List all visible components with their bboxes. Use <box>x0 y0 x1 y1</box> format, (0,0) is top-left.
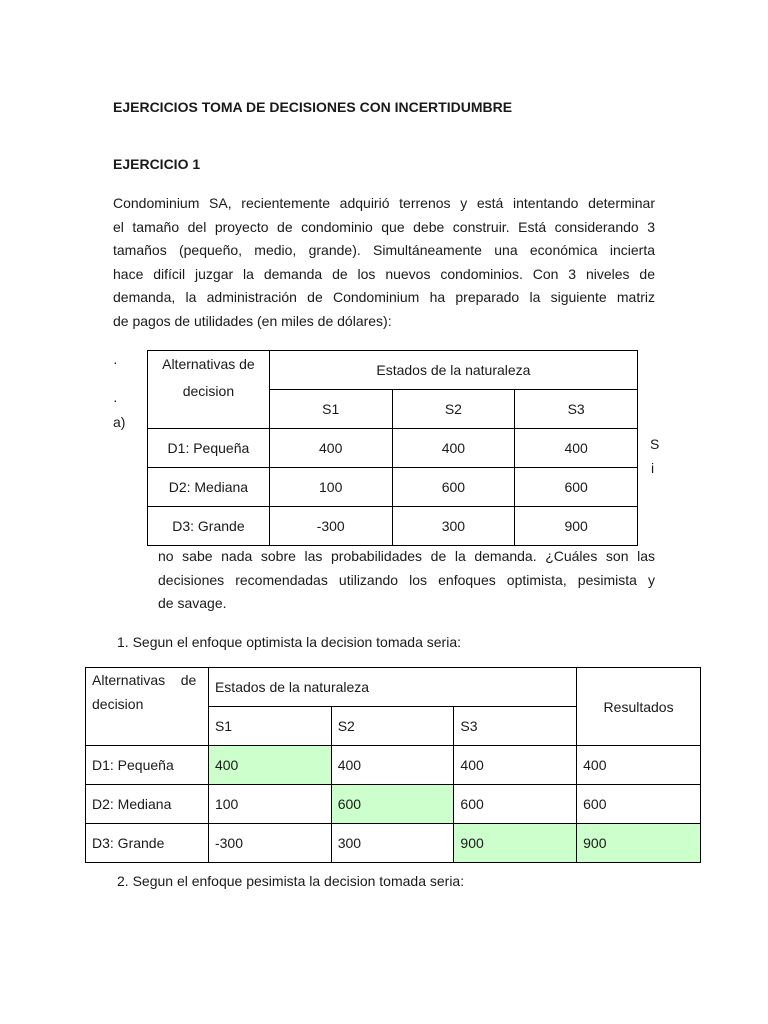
state-header: S1 <box>208 707 331 746</box>
table-row <box>148 507 638 546</box>
exercise-heading: EJERCICIO 1 <box>113 156 201 172</box>
table-row <box>148 429 638 468</box>
intro-line: el tamaño del proyecto de condominio que debe construir. Está considerando 3 <box>113 218 655 235</box>
state-header: S2 <box>331 707 454 746</box>
row-label: D2: Mediana <box>86 785 209 824</box>
table-row <box>148 468 638 507</box>
cell: -300 <box>269 507 392 546</box>
header-alternatives <box>86 668 209 746</box>
cell: 100 <box>269 468 392 507</box>
header-alternatives-line: Alternativas de <box>92 672 197 688</box>
row-label: D3: Grande <box>148 507 270 546</box>
wrapped-letter-s: S <box>650 436 660 452</box>
header-alternatives-line: decision <box>182 383 235 399</box>
cell: -300 <box>208 824 331 863</box>
cell-highlighted: 400 <box>208 746 331 785</box>
table-row <box>86 824 701 863</box>
question-paragraph <box>158 545 655 616</box>
wrapped-letter-i: i <box>651 460 655 476</box>
document-title: EJERCICIOS TOMA DE DECISIONES CON INCERTIDUMBRE <box>113 99 513 115</box>
payoff-matrix <box>147 350 638 546</box>
intro-line: Condominium SA, recientemente adquirió terrenos y está intentando determinar <box>113 195 655 211</box>
cell: 400 <box>269 429 392 468</box>
question-line: decisiones recomendadas utilizando los enfoques optimista, pesimista y <box>158 571 655 588</box>
result-cell-highlighted: 900 <box>577 824 701 863</box>
result-cell: 600 <box>577 785 701 824</box>
cell: 300 <box>331 824 454 863</box>
header-states: Estados de la naturaleza <box>208 668 576 707</box>
cell: 400 <box>392 429 515 468</box>
cell-highlighted: 600 <box>331 785 454 824</box>
cell: 900 <box>515 507 638 546</box>
header-states: Estados de la naturaleza <box>269 351 637 390</box>
header-alternatives <box>148 351 270 429</box>
bullet-dot: · <box>113 354 118 370</box>
pessimistic-question: 2. Segun el enfoque pesimista la decision tomada seria: <box>117 873 465 889</box>
row-label: D1: Pequeña <box>86 746 209 785</box>
state-header: S3 <box>454 707 577 746</box>
row-label: D2: Mediana <box>148 468 270 507</box>
state-header: S2 <box>392 390 515 429</box>
optimistic-matrix <box>85 667 701 863</box>
cell: 400 <box>331 746 454 785</box>
intro-line: hace difícil juzgar la demanda de los nuevos condominios. Con 3 niveles de <box>113 265 655 282</box>
header-alternatives-line: decision <box>92 696 144 712</box>
table-row <box>86 785 701 824</box>
row-label: D3: Grande <box>86 824 209 863</box>
optimistic-question: 1. Segun el enfoque optimista la decision tomada seria: <box>117 634 461 650</box>
state-header: S1 <box>269 390 392 429</box>
table-row <box>86 746 701 785</box>
header-results: Resultados <box>577 668 701 746</box>
intro-line: demanda, la administración de Condominium ha preparado la siguiente matriz <box>113 289 655 305</box>
question-line: de savage. <box>158 595 227 611</box>
cell: 300 <box>392 507 515 546</box>
state-header: S3 <box>515 390 638 429</box>
cell: 400 <box>454 746 577 785</box>
intro-line: tamaños (pequeño, medio, grande). Simultáneamente una económica incierta <box>113 242 655 258</box>
cell: 600 <box>454 785 577 824</box>
question-line: no sabe nada sobre las probabilidades de la demanda. ¿Cuáles son las <box>158 548 655 564</box>
cell: 100 <box>208 785 331 824</box>
cell: 400 <box>515 429 638 468</box>
result-cell: 400 <box>577 746 701 785</box>
row-label: D1: Pequeña <box>148 429 270 468</box>
bullet-dot: · <box>113 392 118 408</box>
cell: 600 <box>515 468 638 507</box>
cell-highlighted: 900 <box>454 824 577 863</box>
cell: 600 <box>392 468 515 507</box>
item-label-a: a) <box>113 414 126 430</box>
header-alternatives-line: Alternativas de <box>162 356 255 372</box>
intro-line: de pagos de utilidades (en miles de dólares): <box>113 312 392 329</box>
intro-paragraph <box>113 192 655 333</box>
